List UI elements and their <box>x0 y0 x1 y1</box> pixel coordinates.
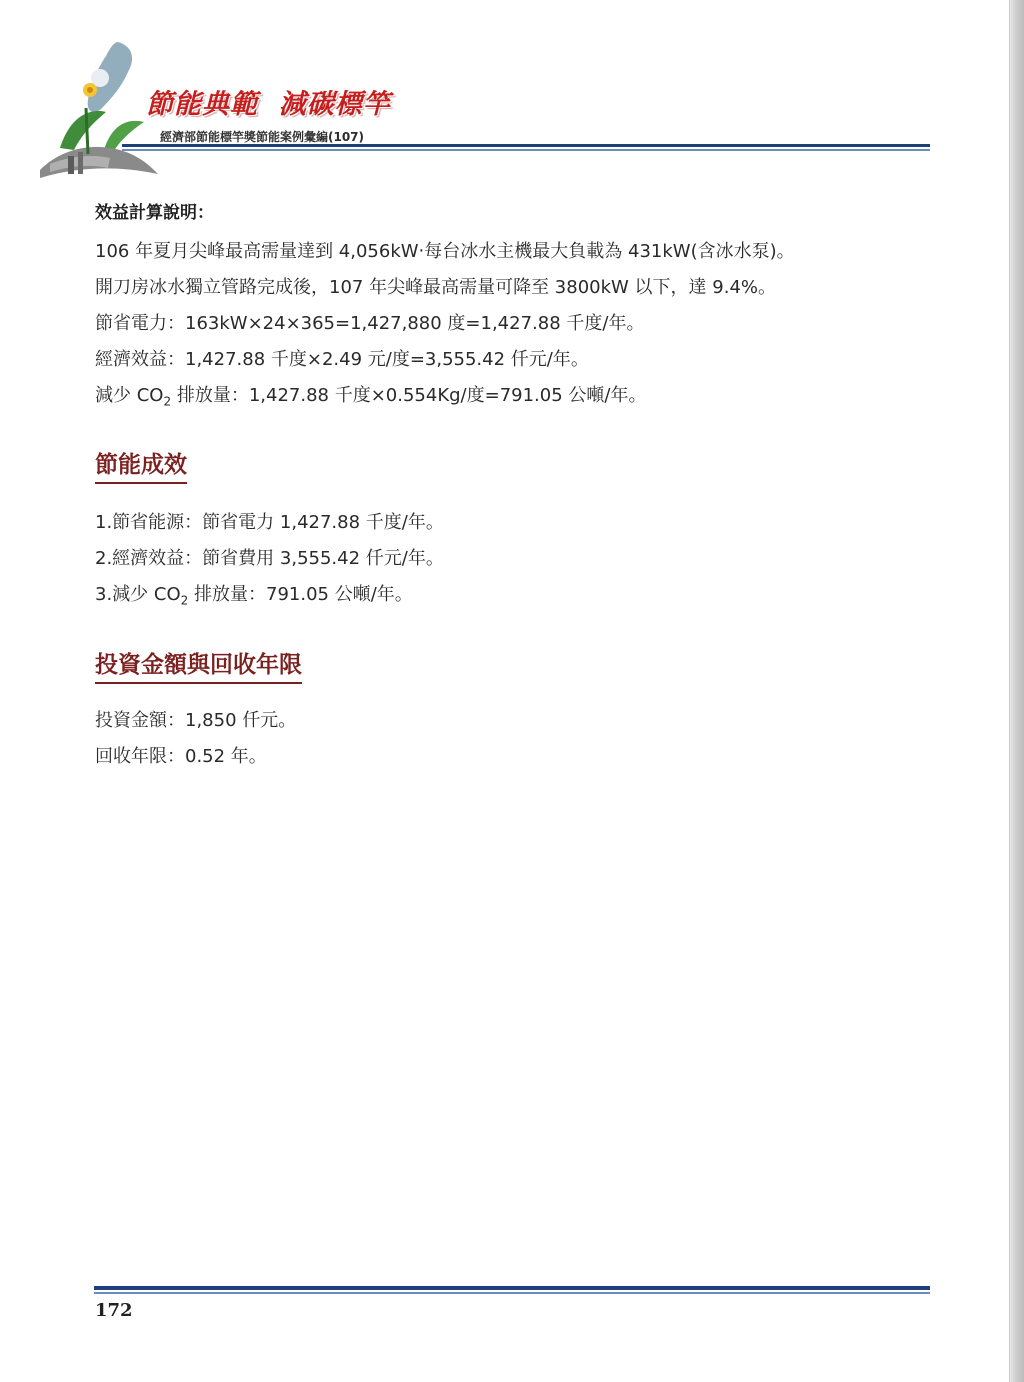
calc-line: 經濟效益：1,427.88 千度×2.49 元/度=3,555.42 仟元/年。 <box>95 349 589 370</box>
effect-title: 節能成效 <box>95 450 187 484</box>
co2-subscript: 2 <box>180 593 189 608</box>
investment-list <box>95 703 296 775</box>
effect-list <box>95 505 444 619</box>
header-subtitle: 經濟部節能標竿獎節能案例彙編(107) <box>160 130 365 144</box>
list-item: 2.經濟效益：節省費用 3,555.42 仟元/年。 <box>95 548 444 569</box>
calc-line: 開刀房冰水獨立管路完成後，107 年尖峰最高需量可降至 3800kW 以下，達 9.4%。 <box>95 277 776 298</box>
list-item: 1.節省能源：節省電力 1,427.88 千度/年。 <box>95 512 444 533</box>
calc-heading: 效益計算說明： <box>95 203 214 223</box>
calc-line: 節省電力：163kW×24×365=1,427,880 度=1,427.88 千度/年。 <box>95 313 645 334</box>
co2-prefix: 減少 CO <box>95 385 164 406</box>
header-title: 節能典範 減碳標竿 <box>146 89 391 120</box>
effect-section <box>95 450 187 484</box>
header-rule <box>122 144 930 151</box>
co2-suffix: 排放量：791.05 公噸/年。 <box>188 584 413 605</box>
page-number: 172 <box>95 1300 133 1321</box>
footer-rule <box>94 1286 930 1294</box>
co2-subscript: 2 <box>163 394 172 409</box>
calc-line: 106 年夏月尖峰最高需量達到 4,056kW‧每台冰水主機最大負載為 431kW(含冰水泵)。 <box>95 241 795 262</box>
list-item: 投資金額：1,850 仟元。 <box>95 710 297 731</box>
co2-prefix: 3.減少 CO <box>95 584 181 605</box>
investment-section <box>95 650 302 684</box>
list-item: 回收年限：0.52 年。 <box>95 746 267 767</box>
page-edge <box>1009 0 1024 1382</box>
calc-co2-line <box>95 378 945 420</box>
list-item <box>95 577 444 619</box>
co2-suffix: 排放量：1,427.88 千度×0.554Kg/度=791.05 公噸/年。 <box>171 385 647 406</box>
calc-block <box>95 200 945 420</box>
investment-title: 投資金額與回收年限 <box>95 650 302 684</box>
